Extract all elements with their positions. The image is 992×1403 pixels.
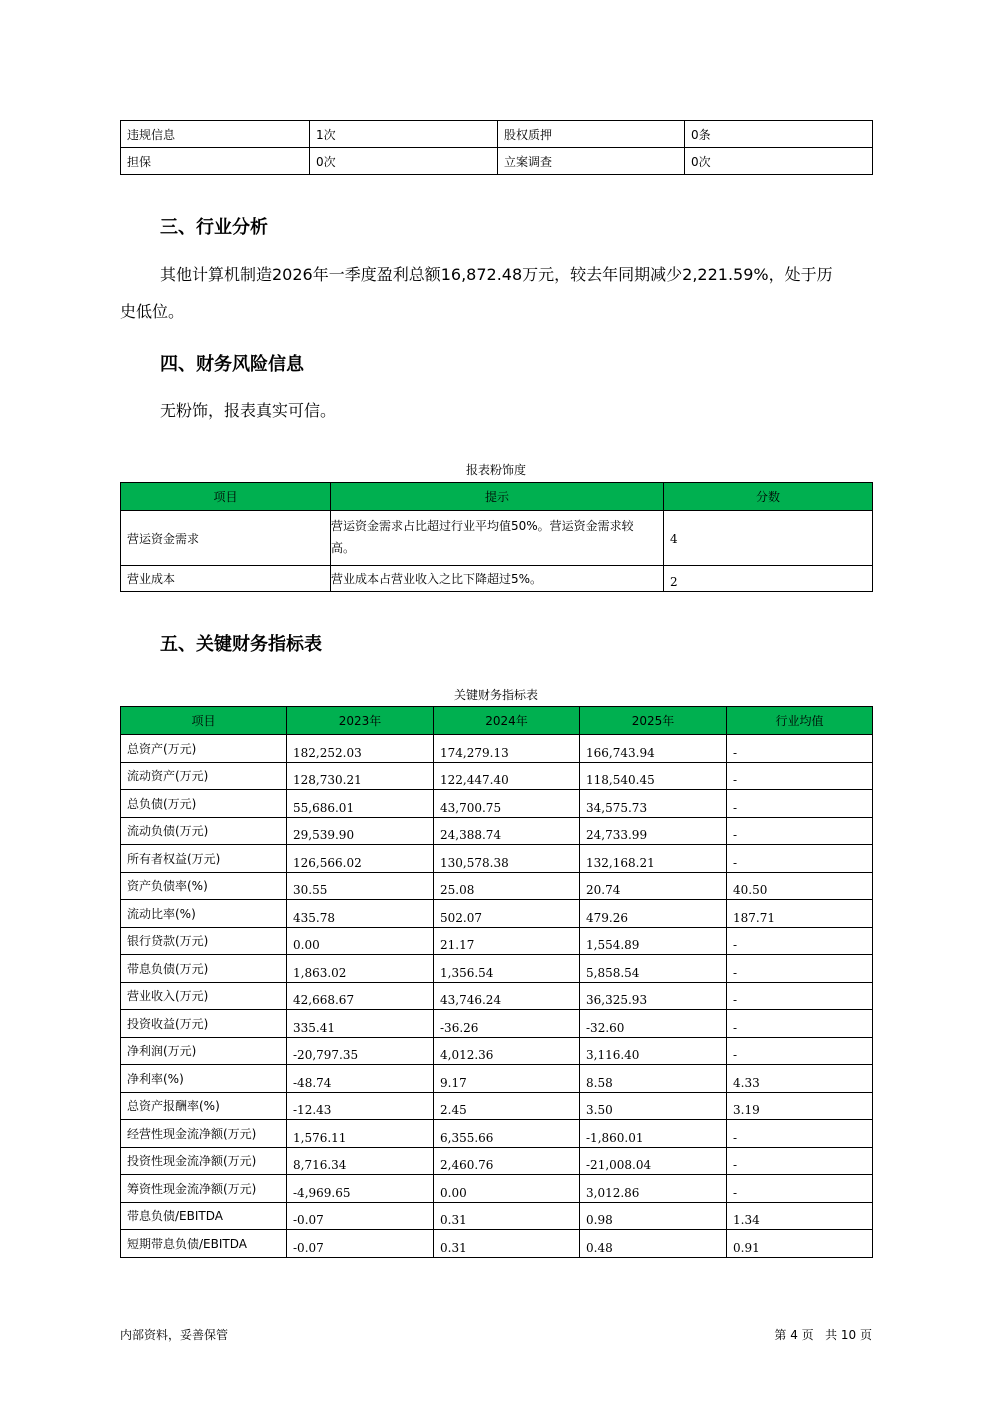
kpi-value-2024: 24,388.74 [434, 817, 580, 845]
kpi-value-2023: -20,797.35 [287, 1037, 434, 1065]
kpi-item: 总资产报酬率(%) [121, 1092, 287, 1120]
violation-label: 担保 [121, 148, 310, 175]
kpi-industry-avg: - [727, 1147, 873, 1175]
kpi-industry-avg: 40.50 [727, 872, 873, 900]
kpi-item: 净利率(%) [121, 1065, 287, 1093]
whitewash-header-hint: 提示 [331, 483, 664, 511]
kpi-value-2024: 6,355.66 [434, 1120, 580, 1148]
kpi-industry-avg: - [727, 762, 873, 790]
kpi-industry-avg: - [727, 955, 873, 983]
kpi-value-2023: 8,716.34 [287, 1147, 434, 1175]
section-5-title: 五、关键财务指标表 [160, 634, 322, 655]
kpi-value-2024: 502.07 [434, 900, 580, 928]
violation-value: 1次 [310, 121, 498, 148]
kpi-value-2024: 122,447.40 [434, 762, 580, 790]
table-row [121, 982, 873, 1010]
kpi-item: 带息负债(万元) [121, 955, 287, 983]
kpi-value-2025: 118,540.45 [580, 762, 727, 790]
table-row [121, 1037, 873, 1065]
kpi-value-2024: 0.31 [434, 1230, 580, 1258]
table-row [121, 121, 873, 148]
section-3-title: 三、行业分析 [160, 217, 268, 238]
kpi-item: 营业收入(万元) [121, 982, 287, 1010]
kpi-value-2024: 1,356.54 [434, 955, 580, 983]
kpi-industry-avg: - [727, 982, 873, 1010]
whitewash-item: 营运资金需求 [121, 511, 331, 566]
kpi-industry-avg: - [727, 1120, 873, 1148]
table-row [121, 872, 873, 900]
table-row [121, 762, 873, 790]
kpi-value-2025: 24,733.99 [580, 817, 727, 845]
table-row [121, 1202, 873, 1230]
kpi-value-2024: 9.17 [434, 1065, 580, 1093]
table-row [121, 845, 873, 873]
kpi-industry-avg: - [727, 790, 873, 818]
kpi-value-2023: -12.43 [287, 1092, 434, 1120]
kpi-value-2025: 8.58 [580, 1065, 727, 1093]
kpi-industry-avg: 1.34 [727, 1202, 873, 1230]
violation-value: 0条 [685, 121, 873, 148]
kpi-value-2024: -36.26 [434, 1010, 580, 1038]
kpi-header-2025: 2025年 [580, 707, 727, 735]
table-row [121, 817, 873, 845]
table-row [121, 790, 873, 818]
kpi-value-2025: 34,575.73 [580, 790, 727, 818]
kpi-value-2024: 4,012.36 [434, 1037, 580, 1065]
kpi-value-2025: 3,116.40 [580, 1037, 727, 1065]
kpi-item: 总资产(万元) [121, 735, 287, 763]
table-row [121, 955, 873, 983]
kpi-value-2023: -0.07 [287, 1230, 434, 1258]
kpi-industry-avg: - [727, 1010, 873, 1038]
kpi-value-2025: 3.50 [580, 1092, 727, 1120]
kpi-value-2024: 21.17 [434, 927, 580, 955]
kpi-value-2023: 55,686.01 [287, 790, 434, 818]
kpi-table-caption: 关键财务指标表 [453, 688, 538, 702]
kpi-value-2025: 0.98 [580, 1202, 727, 1230]
table-row [121, 735, 873, 763]
kpi-value-2023: -4,969.65 [287, 1175, 434, 1203]
kpi-value-2025: 20.74 [580, 872, 727, 900]
table-row [121, 1230, 873, 1258]
kpi-value-2023: 42,668.67 [287, 982, 434, 1010]
kpi-value-2023: 126,566.02 [287, 845, 434, 873]
kpi-industry-avg: 0.91 [727, 1230, 873, 1258]
kpi-value-2025: 36,325.93 [580, 982, 727, 1010]
kpi-industry-avg: - [727, 845, 873, 873]
violation-value: 0次 [685, 148, 873, 175]
whitewash-score: 4 [664, 511, 873, 566]
kpi-item: 净利润(万元) [121, 1037, 287, 1065]
whitewash-score: 2 [664, 566, 873, 592]
kpi-industry-avg: 3.19 [727, 1092, 873, 1120]
kpi-value-2023: 30.55 [287, 872, 434, 900]
kpi-value-2023: -0.07 [287, 1202, 434, 1230]
whitewash-table [120, 482, 873, 592]
kpi-value-2025: -1,860.01 [580, 1120, 727, 1148]
footer-confidential: 内部资料，妥善保管 [120, 1328, 229, 1342]
section-4-title: 四、财务风险信息 [160, 354, 304, 375]
kpi-header-industry-avg: 行业均值 [727, 707, 873, 735]
kpi-item: 总负债(万元) [121, 790, 287, 818]
table-row [121, 1147, 873, 1175]
industry-analysis-line-2: 史低位。 [120, 302, 185, 321]
kpi-value-2025: 5,858.54 [580, 955, 727, 983]
kpi-industry-avg: - [727, 735, 873, 763]
whitewash-header-item: 项目 [121, 483, 331, 511]
kpi-value-2023: 182,252.03 [287, 735, 434, 763]
footer-page-number: 第 4 页 共 10 页 [774, 1328, 872, 1342]
kpi-value-2025: 3,012.86 [580, 1175, 727, 1203]
table-row [121, 1175, 873, 1203]
whitewash-hint-line-2: 高。 [331, 541, 356, 555]
violation-label: 股权质押 [498, 121, 685, 148]
kpi-value-2023: 128,730.21 [287, 762, 434, 790]
kpi-value-2023: 335.41 [287, 1010, 434, 1038]
kpi-industry-avg: 4.33 [727, 1065, 873, 1093]
kpi-value-2024: 0.31 [434, 1202, 580, 1230]
kpi-item: 经营性现金流净额(万元) [121, 1120, 287, 1148]
kpi-value-2024: 43,700.75 [434, 790, 580, 818]
kpi-value-2025: 0.48 [580, 1230, 727, 1258]
kpi-industry-avg: - [727, 1037, 873, 1065]
table-row [121, 148, 873, 175]
kpi-industry-avg: - [727, 927, 873, 955]
kpi-value-2023: 29,539.90 [287, 817, 434, 845]
violation-label: 立案调查 [498, 148, 685, 175]
whitewash-header-score: 分数 [664, 483, 873, 511]
violation-value: 0次 [310, 148, 498, 175]
kpi-value-2024: 130,578.38 [434, 845, 580, 873]
kpi-item: 带息负债/EBITDA [121, 1202, 287, 1230]
table-row [121, 900, 873, 928]
kpi-value-2023: 1,863.02 [287, 955, 434, 983]
kpi-value-2025: -21,008.04 [580, 1147, 727, 1175]
kpi-value-2023: 435.78 [287, 900, 434, 928]
whitewash-hint-line-1: 营运资金需求占比超过行业平均值50%。营运资金需求较 [331, 519, 634, 533]
kpi-value-2024: 0.00 [434, 1175, 580, 1203]
whitewash-table-caption: 报表粉饰度 [465, 463, 526, 477]
kpi-value-2024: 174,279.13 [434, 735, 580, 763]
kpi-item: 流动比率(%) [121, 900, 287, 928]
table-row [121, 927, 873, 955]
kpi-industry-avg: 187.71 [727, 900, 873, 928]
table-row [121, 1065, 873, 1093]
kpi-item: 筹资性现金流净额(万元) [121, 1175, 287, 1203]
kpi-value-2025: 166,743.94 [580, 735, 727, 763]
table-row [121, 511, 873, 566]
kpi-item: 资产负债率(%) [121, 872, 287, 900]
kpi-header-2024: 2024年 [434, 707, 580, 735]
industry-analysis-line-1: 其他计算机制造2026年一季度盈利总额16,872.48万元，较去年同期减少2,221.59%，处于历 [160, 265, 833, 284]
kpi-item: 短期带息负债/EBITDA [121, 1230, 287, 1258]
kpi-item: 银行贷款(万元) [121, 927, 287, 955]
kpi-item: 流动负债(万元) [121, 817, 287, 845]
whitewash-hint-line-1: 营业成本占营业收入之比下降超过5%。 [331, 566, 664, 592]
kpi-value-2024: 43,746.24 [434, 982, 580, 1010]
kpi-value-2025: 132,168.21 [580, 845, 727, 873]
kpi-industry-avg: - [727, 817, 873, 845]
kpi-item: 投资性现金流净额(万元) [121, 1147, 287, 1175]
kpi-value-2024: 2.45 [434, 1092, 580, 1120]
kpi-value-2025: 479.26 [580, 900, 727, 928]
kpi-industry-avg: - [727, 1175, 873, 1203]
table-row [121, 1092, 873, 1120]
kpi-value-2024: 2,460.76 [434, 1147, 580, 1175]
table-row [121, 566, 873, 592]
financial-risk-text: 无粉饰，报表真实可信。 [160, 401, 337, 420]
kpi-item: 投资收益(万元) [121, 1010, 287, 1038]
kpi-value-2023: 0.00 [287, 927, 434, 955]
violation-label: 违规信息 [121, 121, 310, 148]
table-row [121, 1120, 873, 1148]
kpi-value-2025: -32.60 [580, 1010, 727, 1038]
kpi-value-2023: 1,576.11 [287, 1120, 434, 1148]
kpi-item: 所有者权益(万元) [121, 845, 287, 873]
table-row [121, 1010, 873, 1038]
kpi-header-item: 项目 [121, 707, 287, 735]
kpi-header-2023: 2023年 [287, 707, 434, 735]
violation-table [120, 120, 873, 175]
kpi-item: 流动资产(万元) [121, 762, 287, 790]
kpi-value-2025: 1,554.89 [580, 927, 727, 955]
kpi-value-2024: 25.08 [434, 872, 580, 900]
whitewash-item: 营业成本 [121, 566, 331, 592]
kpi-table [120, 706, 873, 1258]
kpi-value-2023: -48.74 [287, 1065, 434, 1093]
